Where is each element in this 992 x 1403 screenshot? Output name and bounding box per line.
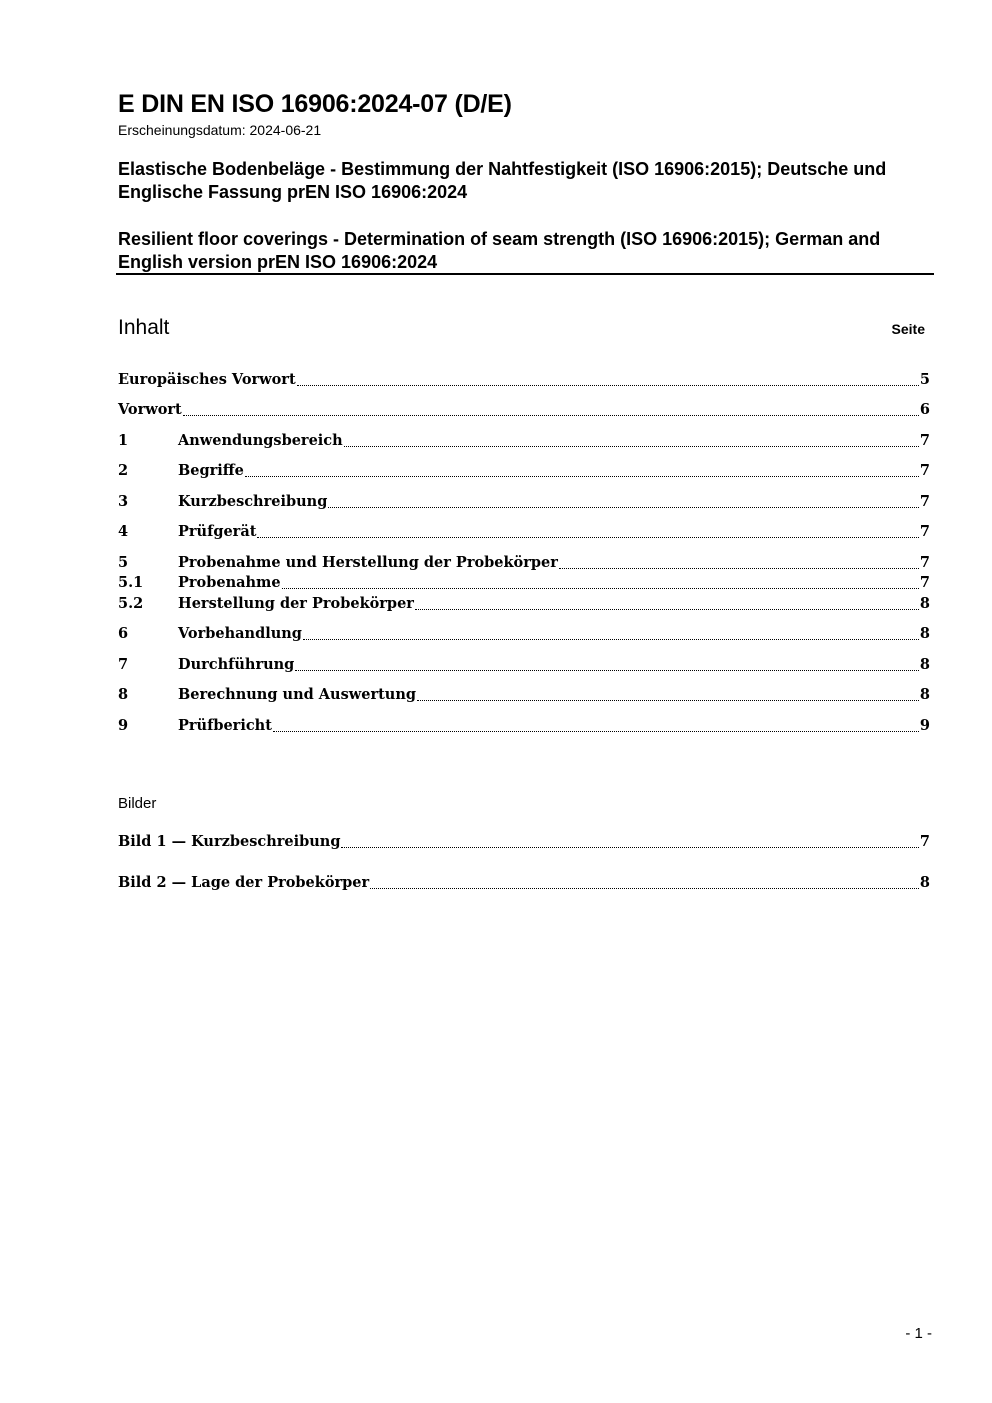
toc-entry-number: 1 bbox=[118, 432, 129, 449]
figure-entry-title: Bild 1 — Kurzbeschreibung bbox=[118, 833, 341, 850]
toc-entry-page: 7 bbox=[919, 554, 930, 571]
dot-leader bbox=[245, 476, 919, 477]
toc-entry-page: 7 bbox=[919, 462, 930, 479]
toc-entry-page: 6 bbox=[919, 401, 930, 418]
toc-entry-title: Europäisches Vorwort bbox=[118, 371, 296, 388]
toc-entry[interactable] bbox=[118, 554, 930, 574]
toc-entry[interactable] bbox=[118, 595, 930, 615]
dot-leader bbox=[297, 385, 919, 386]
toc-entry-page: 5 bbox=[919, 371, 930, 388]
dot-leader bbox=[257, 537, 918, 538]
toc-page-label: Seite bbox=[891, 321, 925, 337]
toc-entry-number: 6 bbox=[118, 625, 129, 642]
dot-leader bbox=[328, 507, 919, 508]
toc-entry-title: Begriffe bbox=[178, 462, 244, 479]
toc-entry-number: 8 bbox=[118, 686, 129, 703]
publication-date: Erscheinungsdatum: 2024-06-21 bbox=[118, 122, 322, 138]
dot-leader bbox=[341, 847, 918, 848]
dot-leader bbox=[282, 588, 919, 589]
title-english: Resilient floor coverings - Determination of seam strength (ISO 16906:2015); German and English version prEN ISO 16906:2024 bbox=[118, 229, 881, 272]
toc-entry[interactable] bbox=[118, 401, 930, 421]
toc-entry[interactable] bbox=[118, 656, 930, 676]
title-german: Elastische Bodenbeläge - Bestimmung der Nahtfestigkeit (ISO 16906:2015); Deutsche und Englische Fassung prEN ISO 16906:2024 bbox=[118, 159, 887, 202]
figure-entry-title: Bild 2 — Lage der Probekörper bbox=[118, 874, 370, 891]
toc-entry-page: 7 bbox=[919, 523, 930, 540]
toc-entry-title: Prüfbericht bbox=[178, 717, 272, 734]
toc-entry-title: Probenahme bbox=[178, 574, 281, 591]
toc-entry-title: Vorbehandlung bbox=[178, 625, 302, 642]
figure-entry-page: 8 bbox=[919, 874, 930, 891]
toc-entry-title: Herstellung der Probekörper bbox=[178, 595, 414, 612]
figure-entry[interactable] bbox=[118, 833, 930, 853]
dot-leader bbox=[559, 568, 919, 569]
toc-entry-title: Berechnung und Auswertung bbox=[178, 686, 417, 703]
dot-leader bbox=[183, 415, 919, 416]
toc-entry-page: 8 bbox=[919, 595, 930, 612]
toc-entry-page: 7 bbox=[919, 574, 930, 591]
toc-entry-number: 9 bbox=[118, 717, 129, 734]
toc-entry-title: Vorwort bbox=[118, 401, 182, 418]
toc-entry-title: Durchführung bbox=[178, 656, 295, 673]
toc-entry-page: 9 bbox=[919, 717, 930, 734]
toc-entry[interactable] bbox=[118, 523, 930, 543]
toc-entry-page: 8 bbox=[919, 656, 930, 673]
toc-entry[interactable] bbox=[118, 686, 930, 706]
toc-entry-number: 3 bbox=[118, 493, 129, 510]
toc-entry[interactable] bbox=[118, 371, 930, 391]
header-rule bbox=[116, 273, 934, 275]
toc-entry-page: 7 bbox=[919, 432, 930, 449]
toc-entry-title: Anwendungsbereich bbox=[178, 432, 343, 449]
dot-leader bbox=[344, 446, 919, 447]
document-id: E DIN EN ISO 16906:2024-07 (D/E) bbox=[118, 90, 512, 118]
toc-entry-title: Probenahme und Herstellung der Probekörper bbox=[178, 554, 558, 571]
toc-entry[interactable] bbox=[118, 462, 930, 482]
toc-entry[interactable] bbox=[118, 432, 930, 452]
toc-entry-number: 5.2 bbox=[118, 595, 144, 612]
toc-entry-page: 7 bbox=[919, 493, 930, 510]
dot-leader bbox=[417, 700, 919, 701]
toc-heading: Inhalt bbox=[118, 316, 170, 339]
toc-entry-number: 5.1 bbox=[118, 574, 144, 591]
toc-entry-page: 8 bbox=[919, 625, 930, 642]
toc-entry[interactable] bbox=[118, 717, 930, 737]
dot-leader bbox=[295, 670, 919, 671]
toc-entry-number: 7 bbox=[118, 656, 129, 673]
toc-entry-title: Kurzbeschreibung bbox=[178, 493, 328, 510]
toc-entry[interactable] bbox=[118, 625, 930, 645]
toc-entry[interactable] bbox=[118, 493, 930, 513]
figure-entry-page: 7 bbox=[919, 833, 930, 850]
dot-leader bbox=[303, 639, 919, 640]
toc-entry-title: Prüfgerät bbox=[178, 523, 257, 540]
figures-heading: Bilder bbox=[118, 795, 157, 812]
toc-entry-number: 4 bbox=[118, 523, 129, 540]
page-number: - 1 - bbox=[905, 1325, 932, 1342]
toc-entry-page: 8 bbox=[919, 686, 930, 703]
dot-leader bbox=[370, 888, 919, 889]
dot-leader bbox=[273, 731, 919, 732]
toc-entry-number: 5 bbox=[118, 554, 129, 571]
toc-entry[interactable] bbox=[118, 574, 930, 594]
dot-leader bbox=[415, 609, 919, 610]
toc-entry-number: 2 bbox=[118, 462, 129, 479]
figure-entry[interactable] bbox=[118, 874, 930, 894]
